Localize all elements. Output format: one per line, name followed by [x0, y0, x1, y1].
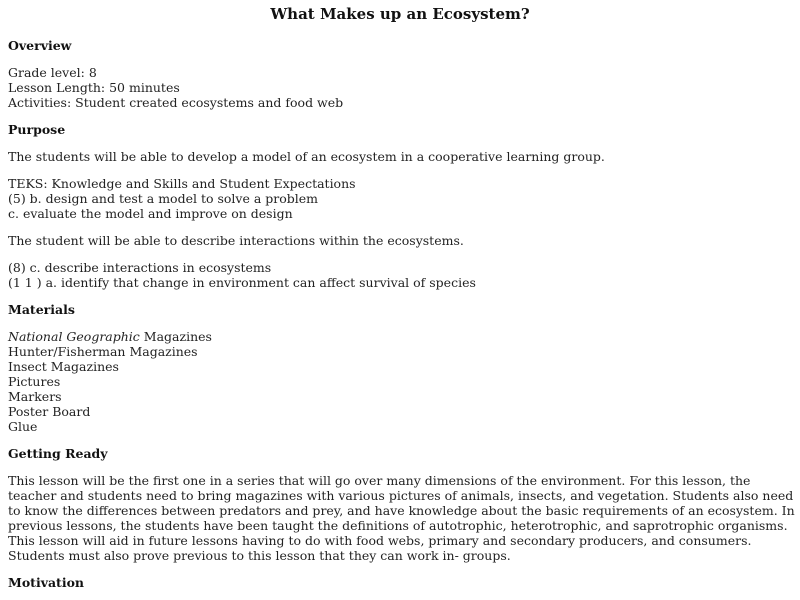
text-line: to know the differences between predators and prey, and have knowledge about the basic requirements of an ecosystem. In — [8, 503, 795, 518]
teks-line: (1 1 ) a. identify that change in environment can affect survival of species — [8, 275, 476, 290]
teks-line: (8) c. describe interactions in ecosystems — [8, 260, 272, 275]
material-item: Markers — [8, 389, 62, 404]
lesson-length: Lesson Length: 50 minutes — [8, 80, 180, 95]
purpose-text-2: The student will be able to describe interactions within the ecosystems. — [8, 233, 464, 248]
material-item — [8, 329, 792, 344]
teks-list-2 — [8, 260, 792, 290]
page-title: What Makes up an Ecosystem? — [270, 5, 530, 23]
material-item: Glue — [8, 419, 38, 434]
material-italic: National Geographic — [8, 329, 140, 344]
getting-ready-text — [8, 473, 795, 563]
activities: Activities: Student created ecosystems and food web — [8, 95, 344, 110]
materials-heading: Materials — [8, 302, 75, 317]
text-line: This lesson will aid in future lessons having to do with food webs, primary and secondary producers, and consumers. — [8, 533, 752, 548]
overview-details — [8, 65, 792, 110]
text-line: This lesson will be the first one in a series that will go over many dimensions of the environment. For this lesson, the — [8, 473, 751, 488]
material-rest: Magazines — [139, 329, 212, 344]
purpose-heading: Purpose — [8, 122, 66, 137]
material-item: Hunter/Fisherman Magazines — [8, 344, 198, 359]
teks-line: (5) b. design and test a model to solve a problem — [8, 191, 319, 206]
getting-ready-heading: Getting Ready — [8, 446, 108, 461]
material-item: Insect Magazines — [8, 359, 119, 374]
overview-heading: Overview — [8, 38, 72, 53]
material-item: Pictures — [8, 374, 61, 389]
teks-line: TEKS: Knowledge and Skills and Student Expectations — [8, 176, 356, 191]
teks-line: c. evaluate the model and improve on design — [8, 206, 293, 221]
grade-level: Grade level: 8 — [8, 65, 97, 80]
motivation-heading: Motivation — [8, 575, 85, 590]
teks-list — [8, 176, 792, 221]
text-line: Students must also prove previous to this lesson that they can work in- groups. — [8, 548, 511, 563]
materials-list — [8, 329, 792, 434]
purpose-text: The students will be able to develop a model of an ecosystem in a cooperative learning group. — [8, 149, 605, 164]
text-line: teacher and students need to bring magazines with various pictures of animals, insects, and vegetation. Students also need — [8, 488, 794, 503]
material-item: Poster Board — [8, 404, 91, 419]
text-line: previous lessons, the students have been taught the definitions of autotrophic, heterotrophic, and saprotrophic organisms. — [8, 518, 788, 533]
